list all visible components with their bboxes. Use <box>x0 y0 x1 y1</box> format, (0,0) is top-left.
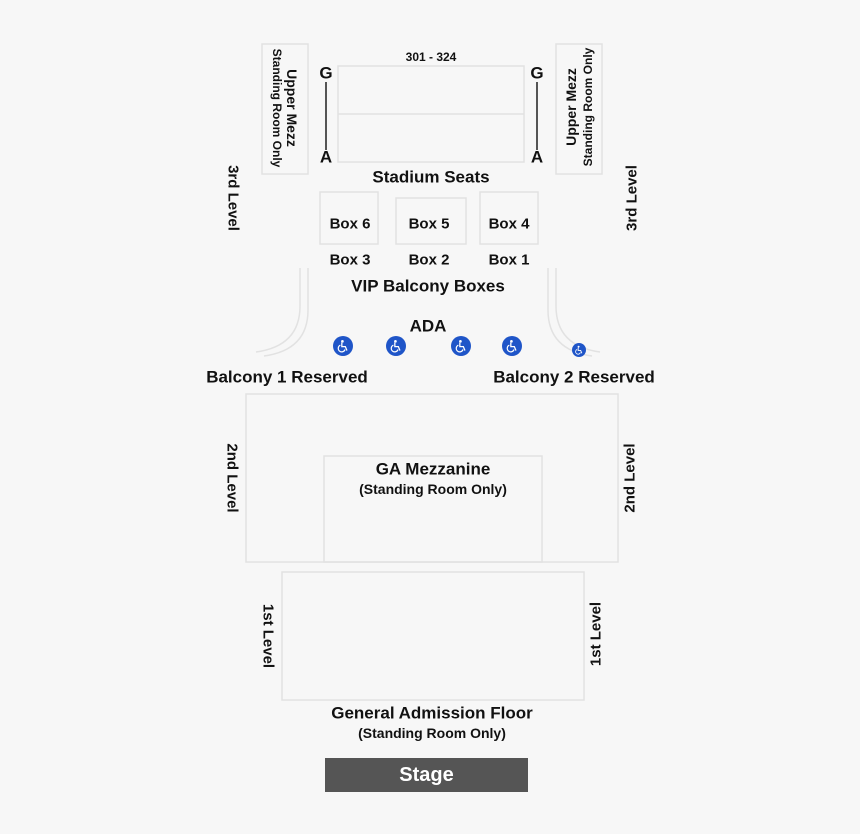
balcony-right-wall <box>556 268 600 352</box>
stage-block <box>325 758 528 792</box>
row-a-left-label: A <box>319 147 333 167</box>
second-level-left-label: 2nd Level <box>223 443 241 513</box>
third-level-left-label: 3rd Level <box>224 165 242 231</box>
vip-balcony-boxes-label: VIP Balcony Boxes <box>351 276 505 296</box>
row-a-right-label: A <box>530 147 544 167</box>
upper-mezz-left-title: Upper Mezz <box>284 69 300 147</box>
stadium-seats-label: Stadium Seats <box>372 167 490 187</box>
upper-mezz-left-sub: Standing Room Only <box>270 48 284 168</box>
ga-floor-sub-label: (Standing Room Only) <box>358 725 506 741</box>
balcony-left-wall <box>256 268 300 352</box>
upper-mezz-right-sub: Standing Room Only <box>581 47 595 167</box>
second-level-right-label: 2nd Level <box>621 443 639 513</box>
stage-label: Stage <box>399 763 454 786</box>
wheelchair-icon <box>333 336 353 356</box>
box-5-label: Box 5 <box>408 215 450 233</box>
wheelchair-icon <box>451 336 471 356</box>
ga-floor-label: General Admission Floor <box>331 703 533 723</box>
box-6-label: Box 6 <box>329 215 371 233</box>
row-g-right-label: G <box>530 63 544 83</box>
ga-mezzanine-label: GA Mezzanine <box>375 459 491 479</box>
box-4-label: Box 4 <box>488 215 530 233</box>
balcony-2-label: Balcony 2 Reserved <box>493 367 655 387</box>
third-level-right-label: 3rd Level <box>623 165 641 231</box>
first-level-right-label: 1st Level <box>587 601 605 667</box>
ga-mezzanine-sub-label: (Standing Room Only) <box>359 481 507 497</box>
box-1-label: Box 1 <box>488 251 530 269</box>
first-level-left-label: 1st Level <box>259 603 277 669</box>
wheelchair-icon <box>386 336 406 356</box>
balcony-1-label: Balcony 1 Reserved <box>206 367 368 387</box>
stadium-range-label: 301 - 324 <box>405 50 457 64</box>
box-3-label: Box 3 <box>329 251 371 269</box>
wheelchair-icon <box>572 343 586 357</box>
first-level-outline <box>282 572 584 700</box>
box-2-label: Box 2 <box>408 251 450 269</box>
row-g-left-label: G <box>319 63 333 83</box>
upper-mezz-right-title: Upper Mezz <box>563 68 579 146</box>
ada-label: ADA <box>409 316 447 336</box>
wheelchair-icon <box>502 336 522 356</box>
